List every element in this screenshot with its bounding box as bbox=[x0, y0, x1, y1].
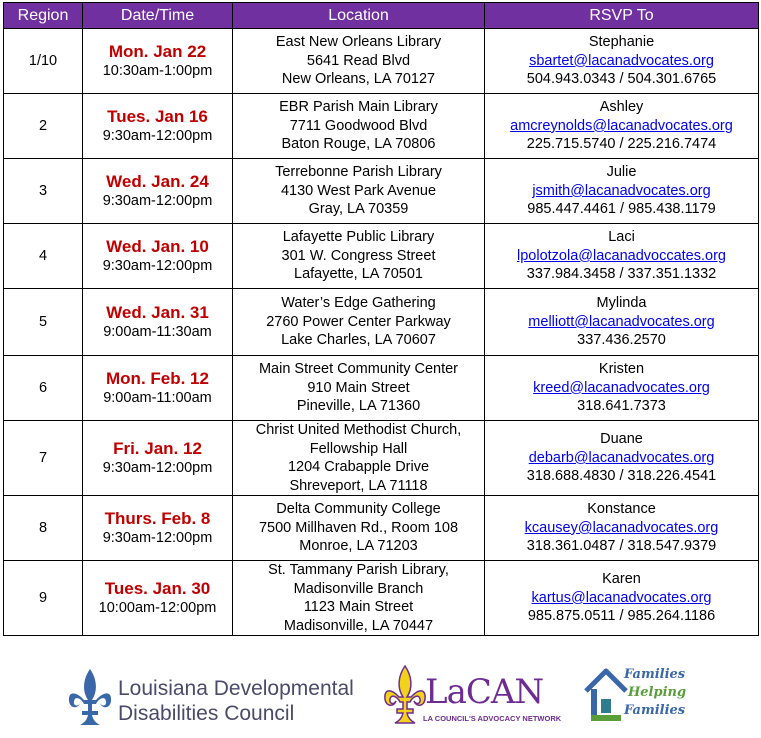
contact-email-link[interactable]: jsmith@lacanadvocates.org bbox=[532, 182, 711, 199]
lddc-line2: Disabilities Council bbox=[118, 702, 295, 725]
house-icon bbox=[582, 665, 630, 727]
location-line: 7711 Goodwood Blvd bbox=[289, 117, 428, 134]
location-line: Pineville, LA 71360 bbox=[296, 398, 421, 415]
region-cell: 5 bbox=[4, 289, 83, 356]
event-day: Mon. Jan 22 bbox=[108, 41, 207, 61]
region-cell: 2 bbox=[4, 94, 83, 159]
location-line: Main Street Community Center bbox=[258, 361, 459, 378]
fhf-line2: Helping bbox=[628, 685, 687, 700]
location-cell bbox=[233, 29, 485, 94]
rsvp-cell bbox=[485, 289, 759, 356]
event-time: 9:30am-12:00pm bbox=[102, 192, 213, 209]
datetime-cell bbox=[83, 561, 233, 636]
location-line: Gray, LA 70359 bbox=[308, 201, 409, 218]
location-cell bbox=[233, 356, 485, 421]
lddc-line1: Louisiana Developmental bbox=[118, 677, 354, 700]
location-line: Madisonville Branch bbox=[293, 580, 424, 597]
table-row bbox=[4, 496, 759, 561]
contact-phone: 985.875.0511 / 985.264.1186 bbox=[527, 608, 716, 625]
contact-email-link[interactable]: sbartet@lacanadvocates.org bbox=[529, 52, 714, 69]
location-line: Baton Rouge, LA 70806 bbox=[281, 136, 436, 153]
rsvp-cell bbox=[485, 159, 759, 224]
contact-name: Konstance bbox=[587, 501, 656, 518]
location-line: Shreveport, LA 71118 bbox=[289, 477, 428, 494]
location-line: Terrebonne Parish Library bbox=[275, 164, 442, 181]
contact-email-link[interactable]: lpolotzola@lacanadvoccates.org bbox=[517, 247, 726, 264]
location-cell bbox=[233, 421, 485, 496]
table-row bbox=[4, 159, 759, 224]
event-day: Mon. Feb. 12 bbox=[106, 368, 209, 388]
contact-name: Karen bbox=[602, 571, 641, 588]
location-cell bbox=[233, 94, 485, 159]
location-line: Lafayette, LA 70501 bbox=[294, 266, 423, 283]
contact-phone: 337.984.3458 / 337.351.1332 bbox=[526, 266, 717, 283]
header-region: Region bbox=[4, 3, 83, 29]
lacan-logo bbox=[383, 662, 562, 730]
location-line: 5641 Read Blvd bbox=[306, 52, 411, 69]
region-cell: 8 bbox=[4, 496, 83, 561]
contact-name: Mylinda bbox=[596, 295, 647, 312]
contact-phone: 318.688.4830 / 318.226.4541 bbox=[526, 468, 717, 485]
event-time: 9:00am-11:30am bbox=[103, 323, 212, 340]
contact-phone: 504.943.0343 / 504.301.6765 bbox=[526, 71, 717, 88]
region-cell: 9 bbox=[4, 561, 83, 636]
contact-phone: 225.715.5740 / 225.216.7474 bbox=[526, 136, 717, 153]
location-line: Lafayette Public Library bbox=[282, 229, 435, 246]
location-line: 301 W. Congress Street bbox=[281, 247, 436, 264]
contact-name: Julie bbox=[606, 164, 637, 181]
contact-phone: 337.436.2570 bbox=[577, 332, 666, 349]
contact-email-link[interactable]: kreed@lacanadvocates.org bbox=[533, 379, 710, 396]
location-line: Lake Charles, LA 70607 bbox=[281, 332, 436, 349]
contact-email-link[interactable]: kcausey@lacanadvocates.org bbox=[524, 519, 719, 536]
fhf-logo bbox=[582, 663, 697, 731]
rsvp-cell bbox=[485, 421, 759, 496]
fhf-line3: Families bbox=[624, 703, 686, 718]
location-line: Madisonville, LA 70447 bbox=[283, 617, 434, 634]
event-time: 10:30am-1:00pm bbox=[102, 62, 213, 79]
lacan-fleur-icon bbox=[383, 664, 427, 726]
schedule-table bbox=[3, 2, 759, 636]
location-line: Delta Community College bbox=[276, 501, 441, 518]
rsvp-cell bbox=[485, 496, 759, 561]
location-cell bbox=[233, 496, 485, 561]
event-day: Wed. Jan. 24 bbox=[106, 171, 209, 191]
event-day: Tues. Jan. 30 bbox=[104, 578, 211, 598]
lacan-wordmark: LaCAN bbox=[425, 672, 544, 712]
event-time: 9:30am-12:00pm bbox=[102, 127, 213, 144]
logo-strip bbox=[0, 655, 761, 738]
contact-email-link[interactable]: kartus@lacanadvocates.org bbox=[531, 589, 712, 606]
contact-phone: 985.447.4461 / 985.438.1179 bbox=[527, 201, 716, 218]
rsvp-cell bbox=[485, 94, 759, 159]
table-row bbox=[4, 94, 759, 159]
event-time: 9:00am-11:00am bbox=[103, 389, 212, 406]
contact-name: Ashley bbox=[599, 99, 644, 116]
event-day: Tues. Jan 16 bbox=[107, 106, 208, 126]
contact-email-link[interactable]: debarb@lacanadvocates.org bbox=[528, 449, 715, 466]
table-row bbox=[4, 356, 759, 421]
location-cell bbox=[233, 159, 485, 224]
event-day: Thurs. Feb. 8 bbox=[104, 508, 211, 528]
lddc-logo bbox=[66, 665, 366, 727]
contact-name: Duane bbox=[600, 431, 643, 448]
datetime-cell bbox=[83, 94, 233, 159]
header-row bbox=[4, 3, 759, 29]
table-row bbox=[4, 224, 759, 289]
location-line: 4130 West Park Avenue bbox=[280, 182, 437, 199]
datetime-cell bbox=[83, 29, 233, 94]
schedule-body bbox=[4, 29, 759, 636]
datetime-cell bbox=[83, 159, 233, 224]
region-cell: 3 bbox=[4, 159, 83, 224]
region-cell: 6 bbox=[4, 356, 83, 421]
event-day: Wed. Jan. 31 bbox=[106, 302, 209, 322]
table-row bbox=[4, 289, 759, 356]
region-cell: 1/10 bbox=[4, 29, 83, 94]
event-time: 10:00am-12:00pm bbox=[98, 599, 217, 616]
location-cell bbox=[233, 224, 485, 289]
location-line: 1204 Crabapple Drive bbox=[287, 459, 430, 475]
location-cell bbox=[233, 289, 485, 356]
datetime-cell bbox=[83, 421, 233, 496]
table-row bbox=[4, 561, 759, 636]
datetime-cell bbox=[83, 356, 233, 421]
rsvp-cell bbox=[485, 224, 759, 289]
rsvp-cell bbox=[485, 29, 759, 94]
location-line: 910 Main Street bbox=[307, 379, 410, 396]
location-line: Monroe, LA 71203 bbox=[299, 538, 418, 555]
table-row bbox=[4, 29, 759, 94]
location-line: New Orleans, LA 70127 bbox=[281, 71, 436, 88]
lacan-tagline: LA COUNCIL'S ADVOCACY NETWORK bbox=[423, 714, 562, 723]
rsvp-cell bbox=[485, 356, 759, 421]
contact-email-link[interactable]: amcreynolds@lacanadvocates.org bbox=[510, 117, 733, 134]
header-location: Location bbox=[233, 3, 485, 29]
contact-name: Stephanie bbox=[588, 34, 655, 51]
datetime-cell bbox=[83, 496, 233, 561]
fhf-line1: Families bbox=[624, 667, 686, 682]
location-line: Fellowship Hall bbox=[309, 440, 408, 457]
location-cell bbox=[233, 561, 485, 636]
region-cell: 7 bbox=[4, 421, 83, 496]
event-time: 9:30am-12:00pm bbox=[102, 257, 213, 274]
datetime-cell bbox=[83, 289, 233, 356]
contact-email-link[interactable]: melliott@lacanadvocates.org bbox=[528, 313, 715, 330]
location-line: Christ United Methodist Church, bbox=[255, 422, 462, 438]
region-cell: 4 bbox=[4, 224, 83, 289]
location-line: 1123 Main Street bbox=[303, 599, 414, 615]
fleur-de-lis-icon bbox=[66, 667, 114, 727]
event-time: 9:30am-12:00pm bbox=[102, 529, 213, 546]
rsvp-cell bbox=[485, 561, 759, 636]
lddc-name bbox=[118, 676, 354, 726]
location-line: St. Tammany Parish Library, bbox=[268, 562, 449, 578]
event-time: 9:30am-12:00pm bbox=[102, 459, 213, 476]
location-line: East New Orleans Library bbox=[275, 34, 442, 51]
location-line: EBR Parish Main Library bbox=[279, 99, 438, 116]
contact-phone: 318.641.7373 bbox=[577, 398, 666, 415]
table-row bbox=[4, 421, 759, 496]
event-day: Wed. Jan. 10 bbox=[106, 236, 209, 256]
contact-name: Kristen bbox=[598, 361, 645, 378]
location-line: 2760 Power Center Parkway bbox=[266, 313, 451, 330]
header-rsvp: RSVP To bbox=[485, 3, 759, 29]
event-day: Fri. Jan. 12 bbox=[113, 438, 202, 458]
location-line: Water’s Edge Gathering bbox=[281, 295, 436, 312]
header-datetime: Date/Time bbox=[83, 3, 233, 29]
datetime-cell bbox=[83, 224, 233, 289]
contact-phone: 318.361.0487 / 318.547.9379 bbox=[526, 538, 717, 555]
contact-name: Laci bbox=[608, 229, 635, 246]
location-line: 7500 Millhaven Rd., Room 108 bbox=[258, 519, 459, 536]
